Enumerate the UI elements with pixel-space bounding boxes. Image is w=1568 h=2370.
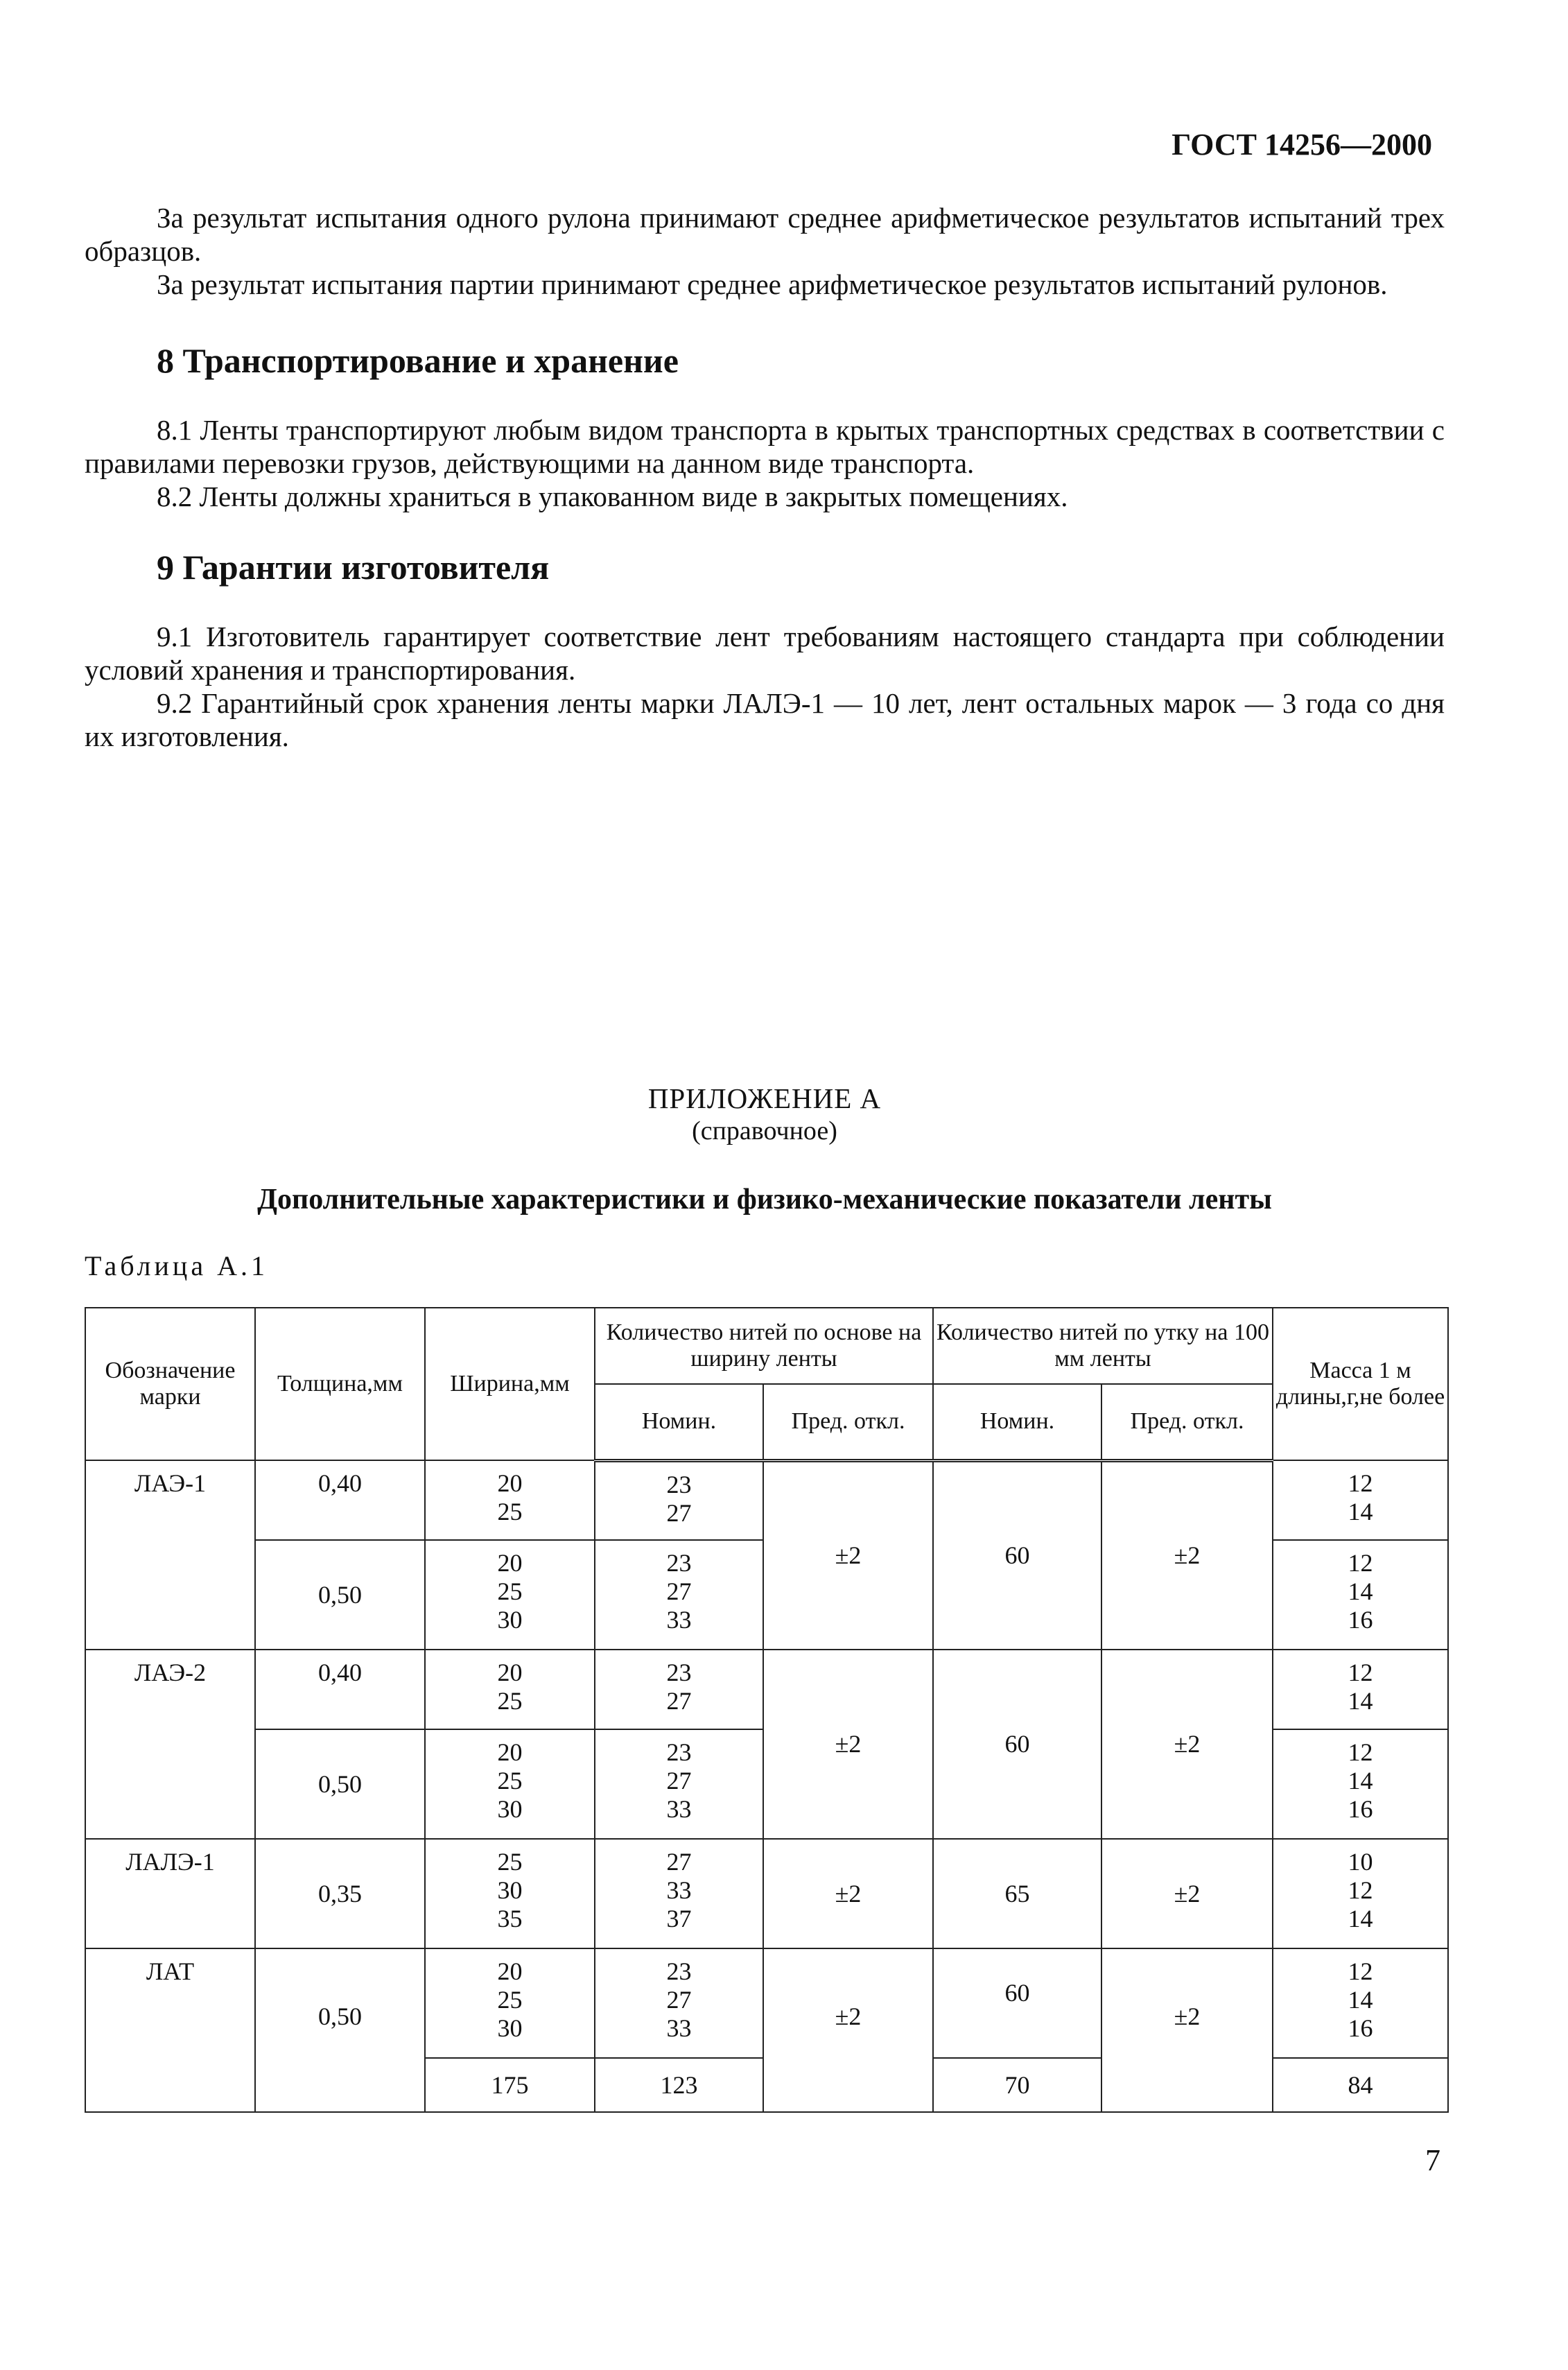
cell-mark: ЛАТ	[85, 1948, 255, 2112]
cell-mark: ЛАЛЭ-1	[85, 1839, 255, 1948]
cell-mass: 12 14	[1273, 1460, 1448, 1540]
cell-weft-deviation: ±2	[1101, 1839, 1273, 1948]
cell-weft-deviation: ±2	[1101, 1460, 1273, 1650]
table-label: Таблица А.1	[85, 1250, 268, 1281]
cell-mass: 12 14	[1273, 1650, 1448, 1729]
cell-weft-nominal: 60	[933, 1650, 1101, 1839]
cell-width: 20 25 30	[425, 1729, 595, 1839]
cell-mass: 10 12 14	[1273, 1839, 1448, 1948]
header-weft-deviation: Пред. откл.	[1101, 1384, 1273, 1460]
cell-warp-deviation: ±2	[763, 1948, 933, 2112]
cell-thickness: 0,50	[255, 1729, 425, 1839]
cell-warp-nominal: 27 33 37	[595, 1839, 763, 1948]
appendix-header	[85, 1082, 1445, 1216]
cell-width: 20 25 30	[425, 1540, 595, 1650]
cell-warp-deviation: ±2	[763, 1460, 933, 1650]
appendix-subtitle: (справочное)	[692, 1116, 837, 1145]
cell-warp-deviation: ±2	[763, 1839, 933, 1948]
intro-paragraph-1: За результат испытания одного рулона принимают среднее арифметическое результатов испытаний трех образцов.	[85, 202, 1445, 267]
cell-mass: 84	[1273, 2058, 1448, 2112]
cell-warp-nominal: 23 27	[595, 1650, 763, 1729]
cell-warp-nominal: 23 27 33	[595, 1948, 763, 2058]
cell-width: 175	[425, 2058, 595, 2112]
cell-thickness: 0,50	[255, 1948, 425, 2112]
section-9-1: 9.1 Изготовитель гарантирует соответствие лент требованиям настоящего стандарта при соблюдении условий хранения и транспортирования.	[85, 621, 1445, 686]
characteristics-table	[85, 1307, 1449, 2113]
page-number: 7	[1425, 2143, 1440, 2177]
appendix-heading: Дополнительные характеристики и физико-механические показатели ленты	[257, 1184, 1272, 1216]
cell-mark: ЛАЭ-2	[85, 1650, 255, 1839]
header-warp: Количество нитей по основе на ширину ленты	[595, 1308, 933, 1384]
cell-mark: ЛАЭ-1	[85, 1460, 255, 1650]
section-9-heading: 9 Гарантии изготовителя	[157, 548, 550, 587]
header-weft-nominal: Номин.	[933, 1384, 1101, 1460]
cell-warp-nominal: 23 27	[595, 1460, 763, 1540]
cell-mass: 12 14 16	[1273, 1540, 1448, 1650]
section-8-2: 8.2 Ленты должны храниться в упакованном виде в закрытых помещениях.	[157, 481, 1068, 512]
section-8-heading: 8 Транспортирование и хранение	[157, 341, 679, 380]
standard-number: ГОСТ 14256—2000	[1171, 128, 1432, 162]
cell-thickness: 0,40	[255, 1460, 425, 1540]
cell-warp-nominal: 23 27 33	[595, 1729, 763, 1839]
header-mark: Обозначение марки	[85, 1308, 255, 1460]
cell-mass: 12 14 16	[1273, 1948, 1448, 2058]
cell-warp-deviation: ±2	[763, 1650, 933, 1839]
cell-thickness: 0,35	[255, 1839, 425, 1948]
header-weft: Количество нитей по утку на 100 мм ленты	[933, 1308, 1273, 1384]
cell-thickness: 0,40	[255, 1650, 425, 1729]
header-width: Ширина,мм	[425, 1308, 595, 1460]
cell-weft-deviation: ±2	[1101, 1948, 1273, 2112]
header-warp-nominal: Номин.	[595, 1384, 763, 1460]
header-thickness: Толщина,мм	[255, 1308, 425, 1460]
cell-width: 25 30 35	[425, 1839, 595, 1948]
cell-weft-nominal: 60	[933, 1460, 1101, 1650]
cell-warp-nominal: 123	[595, 2058, 763, 2112]
cell-mass: 12 14 16	[1273, 1729, 1448, 1839]
cell-width: 20 25 30	[425, 1948, 595, 2058]
cell-weft-nominal: 70	[933, 2058, 1101, 2112]
intro-paragraph-2: За результат испытания партии принимают среднее арифметическое результатов испытаний рулонов.	[157, 268, 1388, 300]
cell-width: 20 25	[425, 1460, 595, 1540]
cell-weft-nominal: 60	[933, 1948, 1101, 2058]
cell-weft-deviation: ±2	[1101, 1650, 1273, 1839]
cell-thickness: 0,50	[255, 1540, 425, 1650]
section-9-2: 9.2 Гарантийный срок хранения ленты марки ЛАЛЭ-1 — 10 лет, лент остальных марок — 3 года со дня их изготовления.	[85, 687, 1445, 752]
header-mass: Масса 1 м длины,г,не более	[1273, 1308, 1448, 1460]
cell-width: 20 25	[425, 1650, 595, 1729]
cell-warp-nominal: 23 27 33	[595, 1540, 763, 1650]
section-8-1: 8.1 Ленты транспортируют любым видом транспорта в крытых транспортных средствах в соответствии с правилами перевозки грузов, действующими на данном виде транспорта.	[85, 414, 1445, 479]
header-warp-deviation: Пред. откл.	[763, 1384, 933, 1460]
document-body	[85, 201, 1445, 753]
cell-weft-nominal: 65	[933, 1839, 1101, 1948]
appendix-title: ПРИЛОЖЕНИЕ А	[647, 1082, 882, 1114]
